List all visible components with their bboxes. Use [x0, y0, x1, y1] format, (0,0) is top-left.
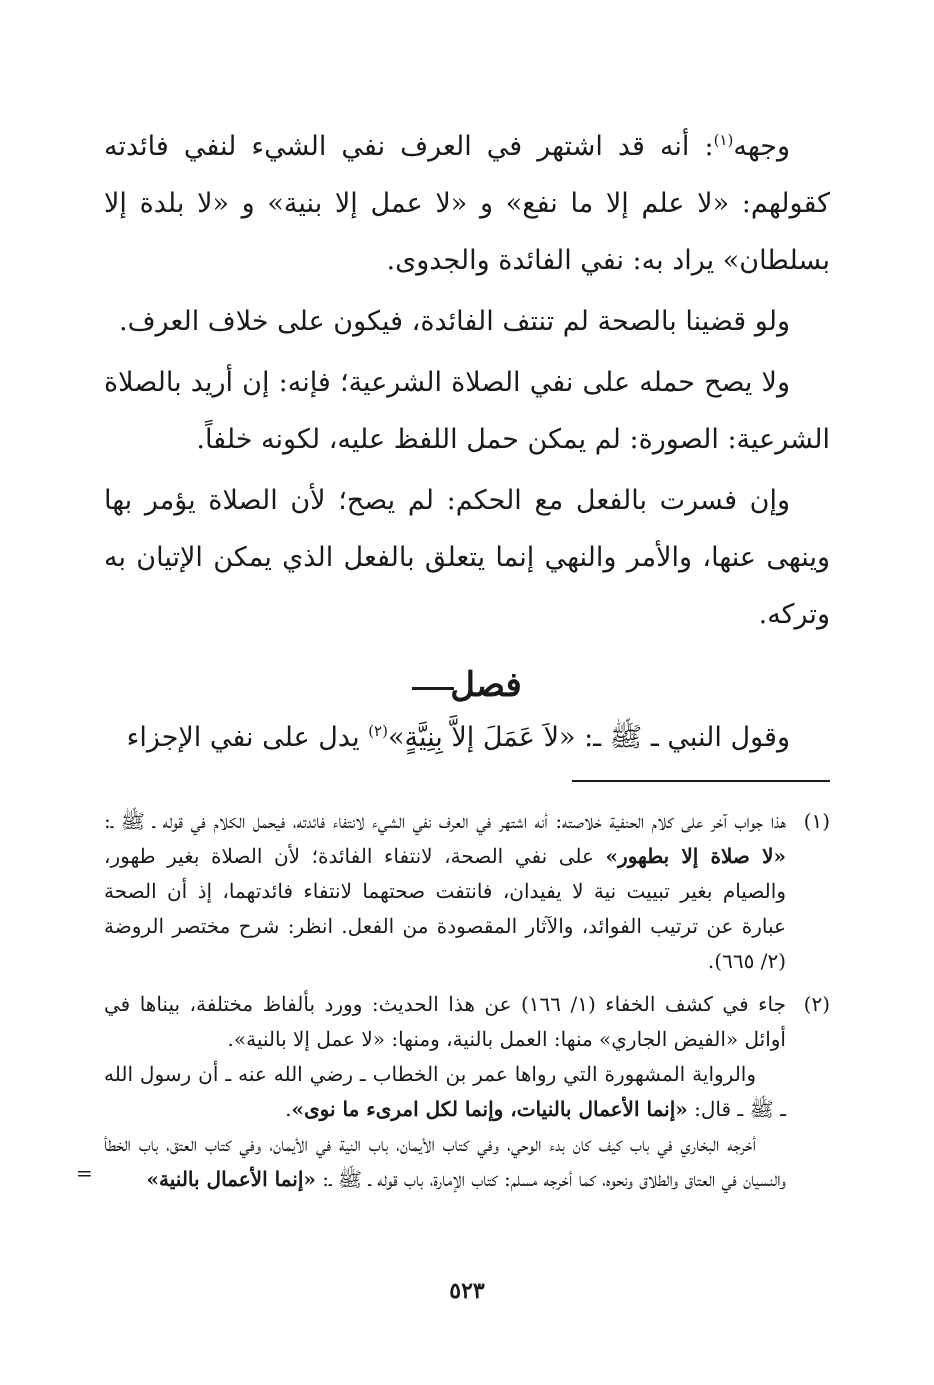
paragraph-5-lead: وقول النبي ـ ﷺ ـ: «لاَ عَمَلَ إلاَّ بِنِيَّةٍ» — [387, 722, 790, 753]
paragraph-5 — [104, 709, 830, 766]
footnote-2-number: (٢) — [803, 992, 830, 1016]
paragraph-1 — [104, 118, 830, 289]
footnote-1 — [104, 804, 830, 979]
paragraph-2: ولو قضينا بالصحة لم تنتف الفائدة، فيكون على خلاف العرف. — [118, 306, 790, 337]
footnote-1-text-a: هذا جواب آخر على كلام الحنفية خلاصته: أنه اشتهر في العرف نفي الشيء لانتفاء فائدته، فيحمل الكلام في قوله ـ ﷺ ـ: — [104, 809, 786, 833]
footnote-2-text-b: والرواية المشهورة التي رواها عمر بن الخطاب ـ رضي الله عنه ـ أن رسول الله ـ ﷺ ـ قال: — [104, 1062, 786, 1121]
footnote-1-number: (١) — [803, 809, 830, 833]
page-number: ٥٢٣ — [449, 1278, 485, 1304]
footnote-2-text-c: أخرجه البخاري في باب كيف كان بدء الوحي، وفي كتاب الأيمان، باب النية في الأيمان، وفي كتاب العتق، باب الخطأ والنسيان في العتاق والطلاق ونحوه، كما أخرجه مسلم: كتاب الإمارة، باب قوله ـ ﷺ ـ: — [104, 1132, 786, 1191]
footnote-separator — [572, 780, 830, 782]
paragraph-1-lead: وجهه — [733, 131, 790, 162]
footnote-ref-2[interactable]: (٢) — [368, 722, 388, 740]
footnote-2-text-a: جاء في كشف الخفاء (١/ ١٦٦) عن هذا الحديث: وورد بألفاظ مختلفة، بيناها في أوائل «الفيض الجاري» منها: العمل بالنية، ومنها: «لا عمل إلا بالنية». — [104, 992, 786, 1051]
continuation-mark: = — [76, 1161, 93, 1185]
page-body — [76, 118, 830, 1197]
footnote-ref-1[interactable]: (١) — [713, 131, 734, 149]
section-heading — [104, 665, 830, 705]
paragraph-1-text: : أنه قد اشتهر في العرف نفي الشيء لنفي فائدته كقولهم: «لا علم إلا ما نفع» و «لا عمل إلا بنية» و «لا بلدة إلا بسلطان» يراد به: نفي الفائدة والجدوى. — [104, 131, 830, 276]
footnote-1-text-b: على نفي الصحة، لانتفاء الفائدة؛ لأن الصلاة بغير طهور، والصيام بغير تبييت نية لا يفيدان، فانتفت صحتهما لانتفاء فائدتهما، إذ أن الصحة عبارة عن ترتيب الفوائد، والآثار المقصودة من الفعل. انظر: شرح مختصر الروضة (٢/ ٦٦٥). — [104, 844, 786, 973]
footnote-2-quote-b: «إنما الأعمال بالنيات، وإنما لكل امرىء ما نوى» — [291, 1097, 688, 1121]
footnote-2-text-b-end: . — [285, 1097, 292, 1121]
footnote-2-paragraph-b — [104, 1057, 830, 1127]
paragraph-4: وإن فسرت بالفعل مع الحكم: لم يصح؛ لأن الصلاة يؤمر بها وينهى عنها، والأمر والنهي إنما يتعلق بالفعل الذي يمكن الإتيان به وتركه. — [104, 485, 830, 630]
paragraph-5-tail: يدل على نفي الإجزاء — [126, 722, 369, 753]
section-heading-text: فصل — [450, 665, 522, 705]
paragraph-3: ولا يصح حمله على نفي الصلاة الشرعية؛ فإنه: إن أريد بالصلاة الشرعية: الصورة: لم يمكن حمل اللفظ عليه، لكونه خلفاً. — [104, 367, 830, 455]
footnote-1-quote: «لا صلاة إلا بطهور» — [605, 844, 786, 868]
footnote-2-paragraph-c — [76, 1127, 830, 1197]
footnote-2-quote-c: «إنما الأعمال بالنية» — [146, 1167, 316, 1191]
footnote-2 — [104, 987, 830, 1057]
heading-flourish — [412, 687, 454, 690]
